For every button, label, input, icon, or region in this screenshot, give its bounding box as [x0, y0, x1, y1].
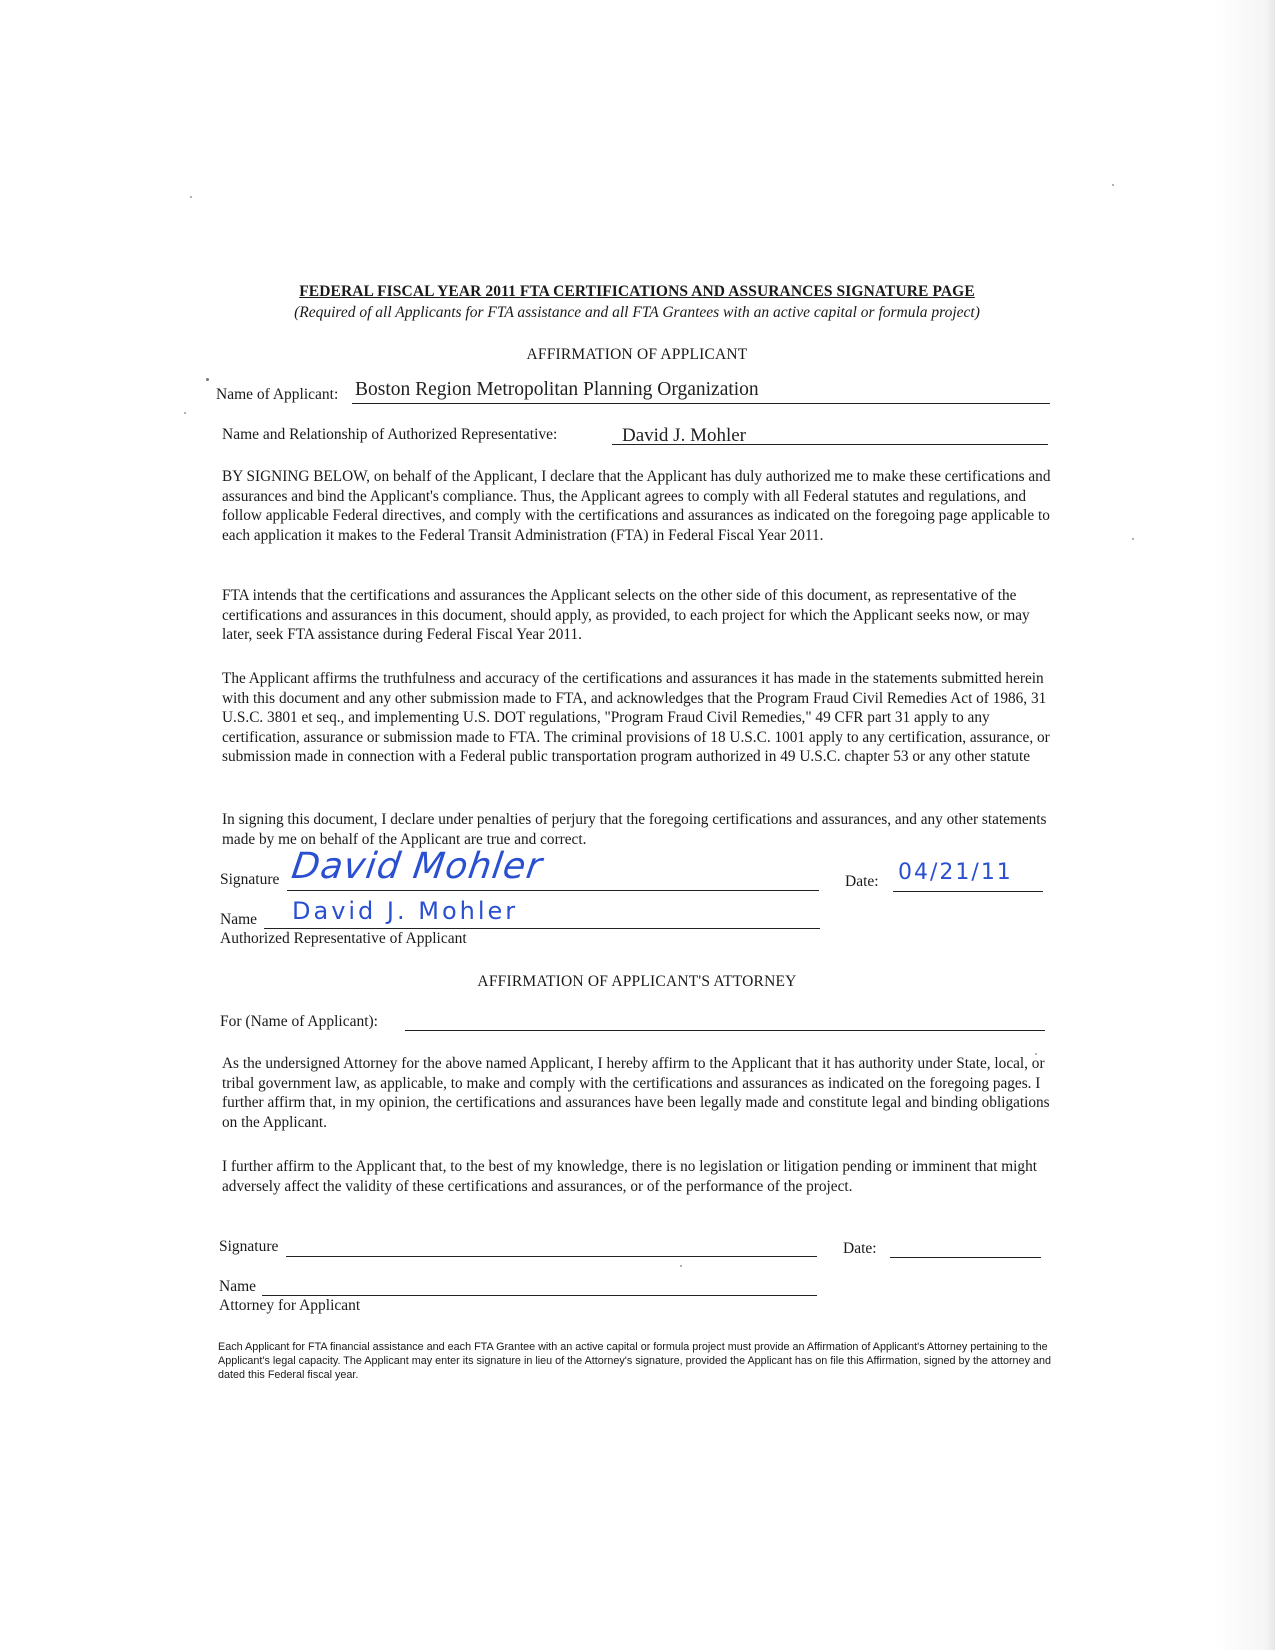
fta-intent-paragraph: FTA intends that the certifications and assurances the Applicant selects on the other side of this document, as representative of the certifications and assurances in this document, should apply, as provided, to each project for which the Applicant seeks now, or may later, seek FTA assistance during Federal Fiscal Year 2011. [222, 587, 1030, 644]
applicant-signature-line [287, 890, 819, 891]
applicant-name-line [264, 928, 820, 929]
declaration-paragraph: BY SIGNING BELOW, on behalf of the Applicant, I declare that the Applicant has duly authorized me to make these certifications and assurances and bind the Applicant's compliance. Thus, the Applicant agrees to comply with all Federal statutes and regulations, and follow applicable Federal directives, and comply with the certifications and assurances as indicated on the foregoing page applicable to each application it makes to the Federal Transit Administration (FTA) in Federal Fiscal Year 2011. [222, 468, 1051, 544]
attorney-authority-paragraph: As the undersigned Attorney for the above named Applicant, I hereby affirm to the Applicant that it has authority under State, local, or tribal government law, as applicable, to make and comply with the certifications and assurances as indicated on the foregoing pages. I further affirm that, in my opinion, the certifications and assurances have been legally made and constitute legal and binding obligations on the Applicant. [222, 1055, 1050, 1131]
scan-edge-shading [1215, 0, 1275, 1650]
authorized-rep-caption: Authorized Representative of Applicant [220, 930, 467, 947]
for-name-of-applicant-label: For (Name of Applicant): [220, 1013, 378, 1030]
authorized-rep-label: Name and Relationship of Authorized Representative: [222, 426, 558, 443]
attorney-signature-label: Signature [219, 1238, 279, 1255]
applicant-handwritten-signature: David Mohler [289, 846, 546, 887]
name-of-applicant-value: Boston Region Metropolitan Planning Organization [355, 379, 759, 400]
applicant-handwritten-date: 04/21/11 [898, 860, 1013, 885]
attorney-name-line [262, 1295, 817, 1296]
page-subtitle: (Required of all Applicants for FTA assistance and all FTA Grantees with an active capital or formula project) [294, 304, 980, 321]
scan-speck [1132, 538, 1134, 540]
footnote: Each Applicant for FTA financial assistance and each FTA Grantee with an active capital or formula project must provide an Affirmation of Applicant's Attorney pertaining to the Applicant's legal capacity. The Applicant may enter its signature in lieu of the Attorney's signature, provided the Applicant has on file this Affirmation, signed by the attorney and dated this Federal fiscal year. [218, 1341, 1051, 1381]
attorney-signature-line [286, 1256, 817, 1257]
scan-speck [1112, 184, 1114, 186]
scan-speck [184, 412, 186, 414]
applicant-affirmation-heading: AFFIRMATION OF APPLICANT [526, 346, 748, 363]
attorney-date-line [890, 1257, 1041, 1258]
scan-speck [206, 378, 209, 381]
attorney-date-label: Date: [843, 1240, 877, 1257]
authorized-rep-value: David J. Mohler [622, 425, 747, 446]
name-of-applicant-line [352, 403, 1050, 404]
scan-speck [190, 196, 192, 198]
attorney-litigation-paragraph: I further affirm to the Applicant that, to the best of my knowledge, there is no legislation or litigation pending or imminent that might adversely affect the validity of these certifications and assurances, or of the performance of the project. [222, 1158, 1037, 1195]
truthfulness-paragraph: The Applicant affirms the truthfulness and accuracy of the certifications and assurances it has made in the statements submitted herein with this document and any other submission made to FTA, and acknowledges that the Program Fraud Civil Remedies Act of 1986, 31 U.S.C. 3801 et seq., and implementing U.S. DOT regulations, "Program Fraud Civil Remedies," 49 CFR part 31 apply to any certification, assurance or submission made to FTA. The criminal provisions of 18 U.S.C. 1001 apply to any certification, assurance, or submission made in connection with a Federal public transportation program authorized in 49 U.S.C. chapter 53 or any other statute [222, 670, 1050, 766]
attorney-affirmation-heading: AFFIRMATION OF APPLICANT'S ATTORNEY [477, 973, 797, 990]
authorized-rep-line [612, 444, 1048, 445]
page-title: FEDERAL FISCAL YEAR 2011 FTA CERTIFICATIONS AND ASSURANCES SIGNATURE PAGE [299, 283, 975, 300]
applicant-name-label: Name [220, 911, 258, 928]
applicant-date-label: Date: [845, 873, 879, 890]
applicant-date-line [893, 891, 1043, 892]
name-of-applicant-label: Name of Applicant: [216, 386, 339, 403]
applicant-signature-label: Signature [220, 871, 280, 888]
attorney-caption: Attorney for Applicant [219, 1297, 361, 1314]
for-name-of-applicant-line [405, 1030, 1045, 1031]
perjury-paragraph: In signing this document, I declare under penalties of perjury that the foregoing certifications and assurances, and any other statements made by me on behalf of the Applicant are true and correct. [222, 811, 1047, 848]
attorney-name-label: Name [219, 1278, 257, 1295]
scan-speck [680, 1265, 682, 1267]
applicant-handwritten-name: David J. Mohler [292, 897, 519, 925]
